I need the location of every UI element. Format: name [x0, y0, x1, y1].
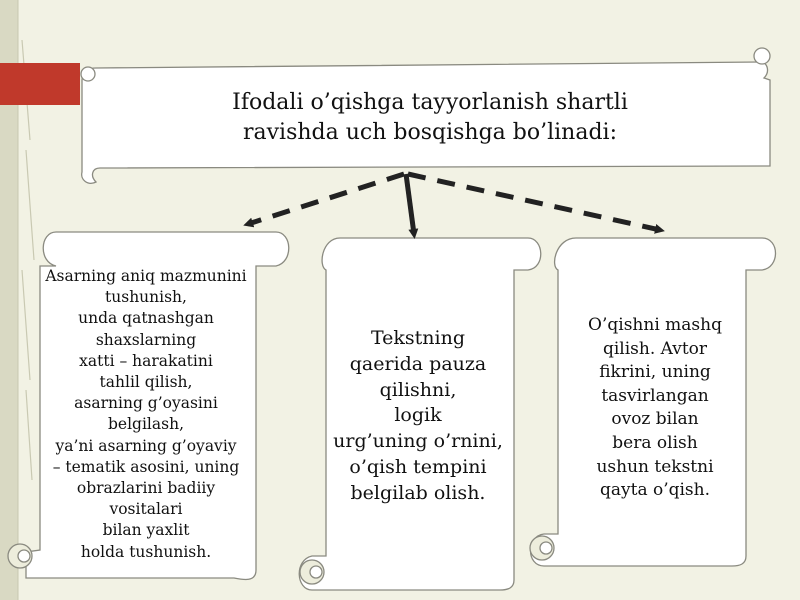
step-1-text: Asarning aniq mazmunini tushunish, unda qatnashgan shaxslarning xatti – harakatini tahlil qilish, asarning g’oyasini belgilash, ya’ni asarning g’oyaviy – tematik asosini, uning obrazlarini badiiy vositalari bilan yaxlit holda tushunish. — [45, 267, 247, 561]
arrow-to-right-box — [408, 174, 660, 230]
arrow-to-left-box — [248, 174, 404, 224]
arrow-to-middle-box — [406, 174, 414, 234]
slide-title: Ifodali o’qishga tayyorlanish shartli ravishda uch bosqishga bo’linadi: — [232, 90, 628, 145]
step-3-text: O’qishni mashq qilish. Avtor fikrini, uning tasvirlangan ovoz bilan bera olish ushun tekstni qayta o’qish. — [588, 315, 722, 501]
step-2-text: Tekstning qaerida pauza qilishni, logik urg’uning o’rnini, o’qish tempini belgilab olish. — [333, 327, 503, 504]
red-accent-tab — [0, 63, 80, 105]
connector-arrows — [248, 174, 660, 234]
